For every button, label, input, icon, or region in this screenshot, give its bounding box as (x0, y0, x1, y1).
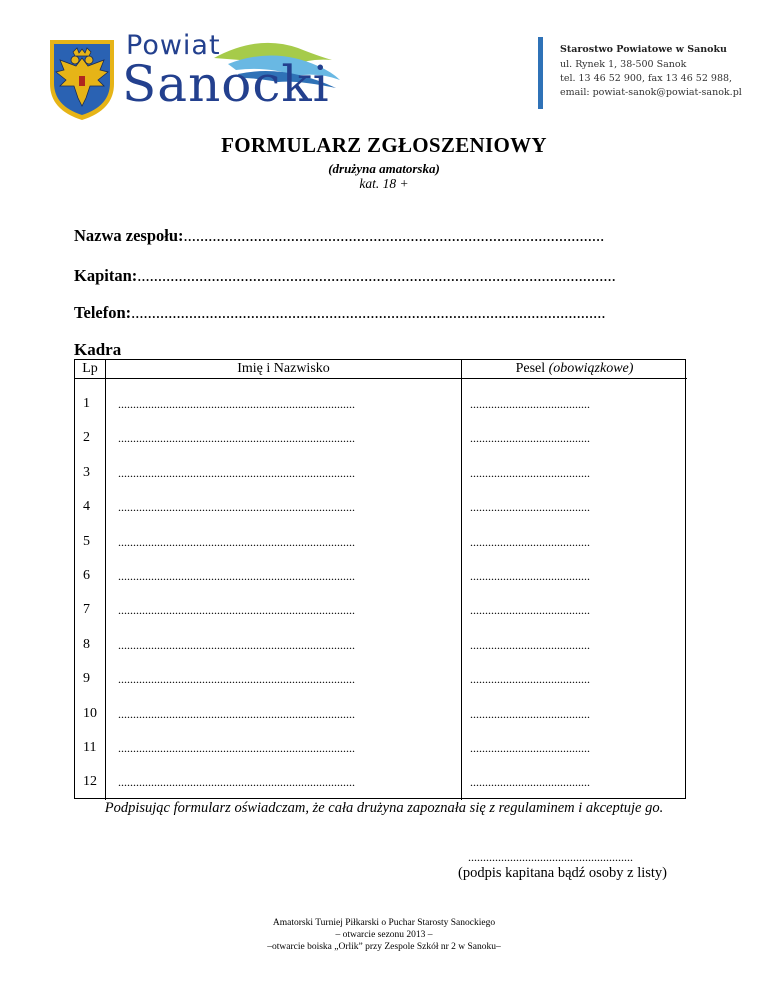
logo-text-top: Powiat (126, 30, 221, 61)
form-category: kat. 18 + (359, 176, 409, 191)
phone-blank[interactable]: ................................................................................................................... (131, 303, 606, 322)
row-number: 10 (83, 705, 97, 721)
team-name-label: Nazwa zespołu: (74, 226, 184, 245)
player-name-blank[interactable]: ............................................................................... (118, 672, 355, 687)
row-number: 4 (83, 499, 90, 515)
row-number: 2 (83, 430, 90, 446)
captain-field[interactable] (74, 266, 616, 286)
player-name-blank[interactable]: ............................................................................... (118, 431, 355, 446)
form-title: FORMULARZ ZGŁOSZENIOWY (221, 133, 547, 157)
player-pesel-blank[interactable]: ........................................ (470, 465, 590, 480)
table-row (75, 765, 687, 799)
table-row (75, 731, 687, 765)
row-number: 9 (83, 671, 90, 687)
table-row (75, 456, 687, 490)
table-row (75, 387, 687, 421)
player-name-blank[interactable]: ............................................................................... (118, 741, 355, 755)
captain-blank[interactable]: .................................................................................................................... (137, 266, 616, 285)
player-name-blank[interactable]: ............................................................................... (118, 534, 355, 549)
table-row (75, 421, 687, 455)
player-pesel-blank[interactable]: ........................................ (470, 534, 590, 549)
player-pesel-blank[interactable]: ........................................ (470, 431, 590, 446)
player-pesel-blank[interactable]: ........................................ (470, 672, 590, 687)
player-name-blank[interactable]: ............................................................................... (118, 603, 355, 618)
logo-text-bottom: Sanocki (122, 55, 330, 113)
footer-line-1: Amatorski Turniej Piłkarski o Puchar Starosty Sanockiego (272, 918, 496, 928)
phone-label: Telefon: (74, 303, 132, 322)
pesel-required-note: (obowiązkowe) (548, 361, 634, 376)
table-row (75, 662, 687, 696)
player-pesel-blank[interactable]: ........................................ (470, 775, 590, 790)
player-name-blank[interactable]: ............................................................................... (118, 637, 355, 652)
coat-of-arms-logo (46, 36, 118, 122)
player-pesel-blank[interactable]: ........................................ (470, 706, 590, 721)
phone-field[interactable] (74, 303, 606, 323)
pesel-header-text: Pesel (515, 361, 549, 376)
col-header-pesel (462, 360, 687, 377)
table-row (75, 697, 687, 731)
player-pesel-blank[interactable]: ........................................ (470, 397, 590, 411)
header-divider-bar (538, 37, 543, 109)
footer-line-3: –otwarcie boiska „Orlik” przy Zespole Szkół nr 2 w Sanoku– (267, 942, 501, 952)
squad-table (74, 359, 686, 799)
form-subtitle: (drużyna amatorska) (328, 161, 440, 176)
table-row (75, 490, 687, 524)
row-number: 12 (83, 774, 97, 790)
row-number: 6 (83, 568, 90, 583)
player-pesel-blank[interactable]: ........................................ (470, 637, 590, 652)
player-pesel-blank[interactable]: ........................................ (470, 603, 590, 618)
table-header-divider (75, 378, 687, 379)
team-name-blank[interactable]: ...................................................................................................... (183, 226, 605, 245)
player-pesel-blank[interactable]: ........................................ (470, 569, 590, 583)
player-name-blank[interactable]: ............................................................................... (118, 500, 355, 515)
office-email: email: powiat-sanok@powiat-sanok.pl (560, 87, 742, 98)
table-row (75, 525, 687, 559)
col-header-lp: Lp (82, 361, 98, 376)
team-name-field[interactable] (74, 226, 604, 246)
player-name-blank[interactable]: ............................................................................... (118, 706, 355, 721)
player-pesel-blank[interactable]: ........................................ (470, 500, 590, 515)
row-number: 7 (83, 602, 90, 618)
row-number: 11 (83, 740, 97, 755)
captain-label: Kapitan: (74, 266, 138, 285)
declaration-text: Podpisując formularz oświadczam, że cała drużyna zapoznała się z regulaminem i akceptuje go. (104, 800, 664, 816)
row-number: 1 (83, 396, 90, 411)
office-phone: tel. 13 46 52 900, fax 13 46 52 988, (560, 73, 733, 84)
squad-heading: Kadra (74, 340, 122, 359)
signature-blank[interactable]: ....................................................... (468, 850, 633, 864)
office-street: ul. Rynek 1, 38-500 Sanok (560, 59, 687, 70)
footer-line-2: – otwarcie sezonu 2013 – (335, 930, 433, 940)
table-row (75, 559, 687, 593)
col-header-name: Imię i Nazwisko (237, 361, 330, 376)
office-name: Starostwo Powiatowe w Sanoku (560, 44, 727, 55)
player-name-blank[interactable]: ............................................................................... (118, 775, 355, 790)
player-name-blank[interactable]: ............................................................................... (118, 569, 355, 583)
row-number: 5 (83, 533, 90, 549)
player-pesel-blank[interactable]: ........................................ (470, 741, 590, 755)
signature-label: (podpis kapitana bądź osoby z listy) (458, 865, 667, 881)
row-number: 8 (83, 636, 90, 652)
player-name-blank[interactable]: ............................................................................... (118, 397, 355, 411)
table-row (75, 593, 687, 627)
row-number: 3 (83, 464, 90, 480)
table-row (75, 628, 687, 662)
player-name-blank[interactable]: ............................................................................... (118, 465, 355, 480)
